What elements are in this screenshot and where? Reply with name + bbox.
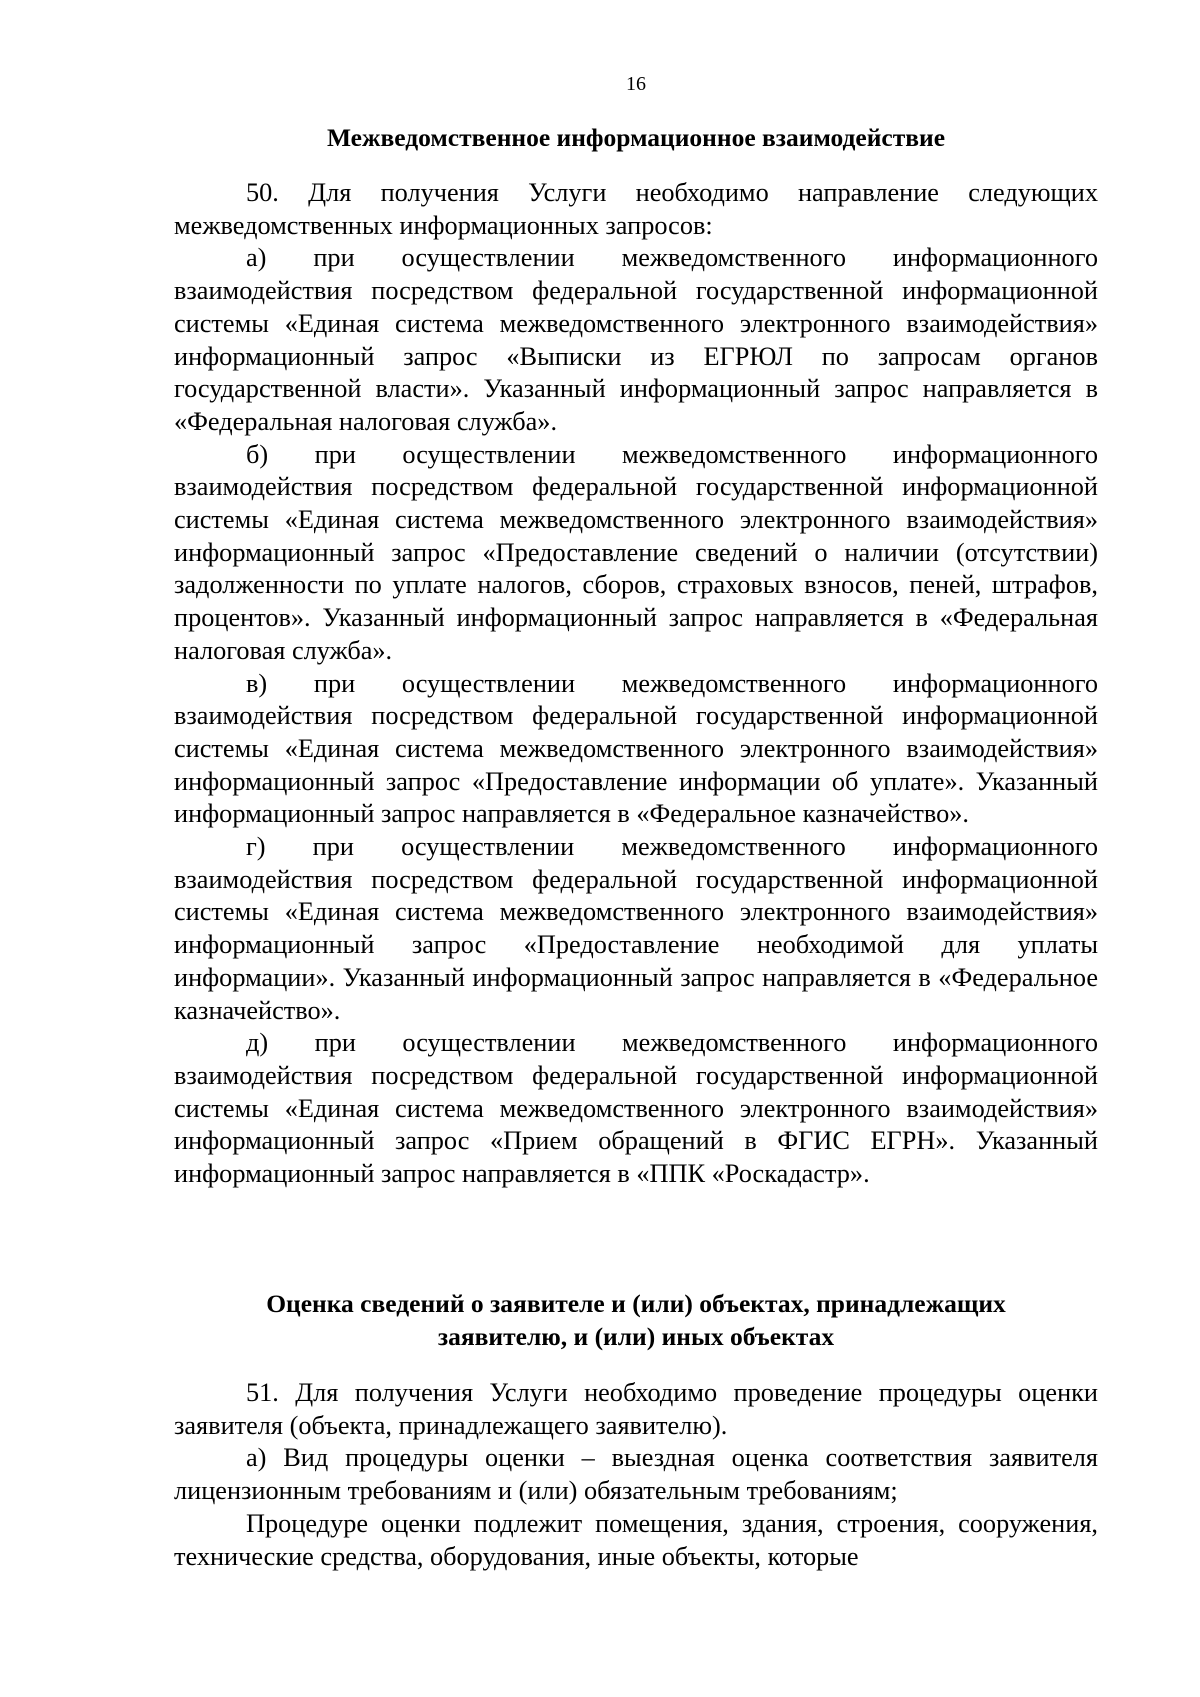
paragraph-50-b: б) при осуществлении межведомственного информационного взаимодействия посредством федеральной государственной информационной системы «Единая система межведомственного электронного взаимодействия» информационный запрос «Предоставление сведений о наличии (отсутствии) задолженности по уплате налогов, сборов, страховых взносов, пеней, штрафов, процентов». Указанный информационный запрос направляется в «Федеральная налоговая служба».	[174, 439, 1098, 665]
paragraph-51: 51. Для получения Услуги необходимо проведение процедуры оценки заявителя (объекта, принадлежащего заявителю).	[174, 1378, 1098, 1440]
section-body-interagency	[174, 177, 1098, 1191]
section-heading-assessment-line2: заявителю, и (или) иных объектах	[437, 1322, 835, 1351]
paragraph-51-a: а) Вид процедуры оценки – выездная оценка соответствия заявителя лицензионным требованиям и (или) обязательным требованиям;	[174, 1443, 1098, 1506]
paragraph-50: 50. Для получения Услуги необходимо направление следующих межведомственных информационных запросов:	[174, 178, 1098, 240]
section-heading-assessment-line1: Оценка сведений о заявителе и (или) объектах, принадлежащих	[266, 1289, 1006, 1318]
section-heading-interagency: Межведомственное информационное взаимодействие	[326, 123, 946, 152]
page-number: 16	[626, 73, 646, 95]
paragraph-50-d: д) при осуществлении межведомственного информационного взаимодействия посредством федеральной государственной информационной системы «Единая система межведомственного электронного взаимодействия» информационный запрос «Прием обращений в ФГИС ЕГРН». Указанный информационный запрос направляется в «ППК «Роскадастр».	[174, 1028, 1098, 1189]
paragraph-50-v: в) при осуществлении межведомственного информационного взаимодействия посредством федеральной государственной информационной системы «Единая система межведомственного электронного взаимодействия» информационный запрос «Предоставление информации об уплате». Указанный информационный запрос направляется в «Федеральное казначейство».	[174, 668, 1098, 829]
paragraph-50-g: г) при осуществлении межведомственного информационного взаимодействия посредством федеральной государственной информационной системы «Единая система межведомственного электронного взаимодействия» информационный запрос «Предоставление необходимой для уплаты информации». Указанный информационный запрос направляется в «Федеральное казначейство».	[174, 832, 1098, 1025]
section-body-assessment	[174, 1377, 1098, 1573]
paragraph-50-a: а) при осуществлении межведомственного информационного взаимодействия посредством федеральной государственной информационной системы «Единая система межведомственного электронного взаимодействия» информационный запрос «Выписки из ЕГРЮЛ по запросам органов государственной власти». Указанный информационный запрос направляется в «Федеральная налоговая служба».	[174, 243, 1098, 436]
paragraph-51-objects: Процедуре оценки подлежит помещения, здания, строения, сооружения, технические средства, оборудования, иные объекты, которые	[174, 1508, 1098, 1571]
section-heading-assessment	[174, 1287, 1098, 1353]
